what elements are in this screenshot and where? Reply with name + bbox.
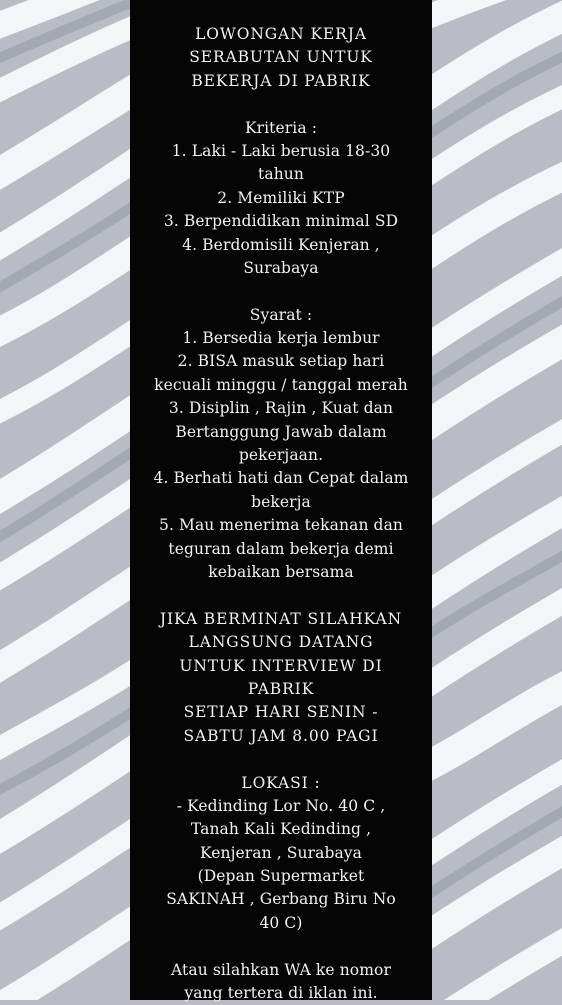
kriteria-item: 4. Berdomisili Kenjeran , [182, 235, 380, 254]
kriteria-item: tahun [258, 165, 304, 184]
lokasi-heading: LOKASI : [241, 773, 321, 792]
spacer [130, 935, 432, 958]
syarat-heading: Syarat : [249, 305, 313, 324]
lokasi-line: Kenjeran , Surabaya [199, 843, 363, 862]
kriteria-item: Surabaya [243, 258, 319, 277]
title-line-2: SERABUTAN UNTUK [189, 48, 373, 67]
kriteria-item: 2. Memiliki KTP [217, 188, 345, 207]
footer-line-2: yang tertera di iklan ini. [184, 984, 378, 1003]
syarat-item: teguran dalam bekerja demi [168, 539, 394, 558]
invitation-line: UNTUK INTERVIEW DI [179, 656, 383, 675]
syarat-item: 2. BISA masuk setiap hari [177, 352, 385, 371]
invitation-line: SABTU JAM 8.00 PAGI [183, 726, 379, 745]
syarat-item: 5. Mau menerima tekanan dan [158, 516, 403, 535]
invitation-line: SETIAP HARI SENIN - [183, 703, 379, 722]
syarat-item: pekerjaan. [238, 446, 324, 465]
footer-line-1: Atau silahkan WA ke nomor [171, 960, 391, 979]
kriteria-heading: Kriteria : [244, 118, 318, 137]
syarat-item: 3. Disiplin , Rajin , Kuat dan [168, 399, 394, 418]
syarat-item: Bertanggung Jawab dalam [175, 422, 387, 441]
spacer [130, 280, 432, 303]
syarat-item: 1. Bersedia kerja lembur [182, 329, 380, 348]
syarat-item: 4. Berhati hati dan Cepat dalam [153, 469, 409, 488]
spacer [130, 748, 432, 771]
title-line-3: BEKERJA DI PABRIK [191, 71, 371, 90]
spacer [130, 93, 432, 116]
invitation-line: JIKA BERMINAT SILAHKAN [159, 609, 403, 628]
syarat-item: kebaikan bersama [208, 562, 354, 581]
lokasi-line: (Depan Supermarket [197, 867, 365, 886]
spacer [130, 584, 432, 607]
lokasi-line: Tanah Kali Kedinding , [190, 820, 372, 839]
lokasi-line: 40 C) [259, 913, 303, 932]
invitation-line: LANGSUNG DATANG [188, 633, 374, 652]
lokasi-line: - Kedinding Lor No. 40 C , [176, 796, 386, 815]
invitation-line: PABRIK [247, 679, 315, 698]
kriteria-item: 3. Berpendidikan minimal SD [163, 212, 399, 231]
job-posting-panel [130, 0, 432, 1003]
lokasi-line: SAKINAH , Gerbang Biru No [166, 890, 396, 909]
kriteria-item: 1. Laki - Laki berusia 18-30 [171, 141, 391, 160]
title-line-1: LOWONGAN KERJA [195, 25, 367, 43]
syarat-item: kecuali minggu / tanggal merah [154, 375, 408, 394]
syarat-item: bekerja [251, 492, 311, 511]
